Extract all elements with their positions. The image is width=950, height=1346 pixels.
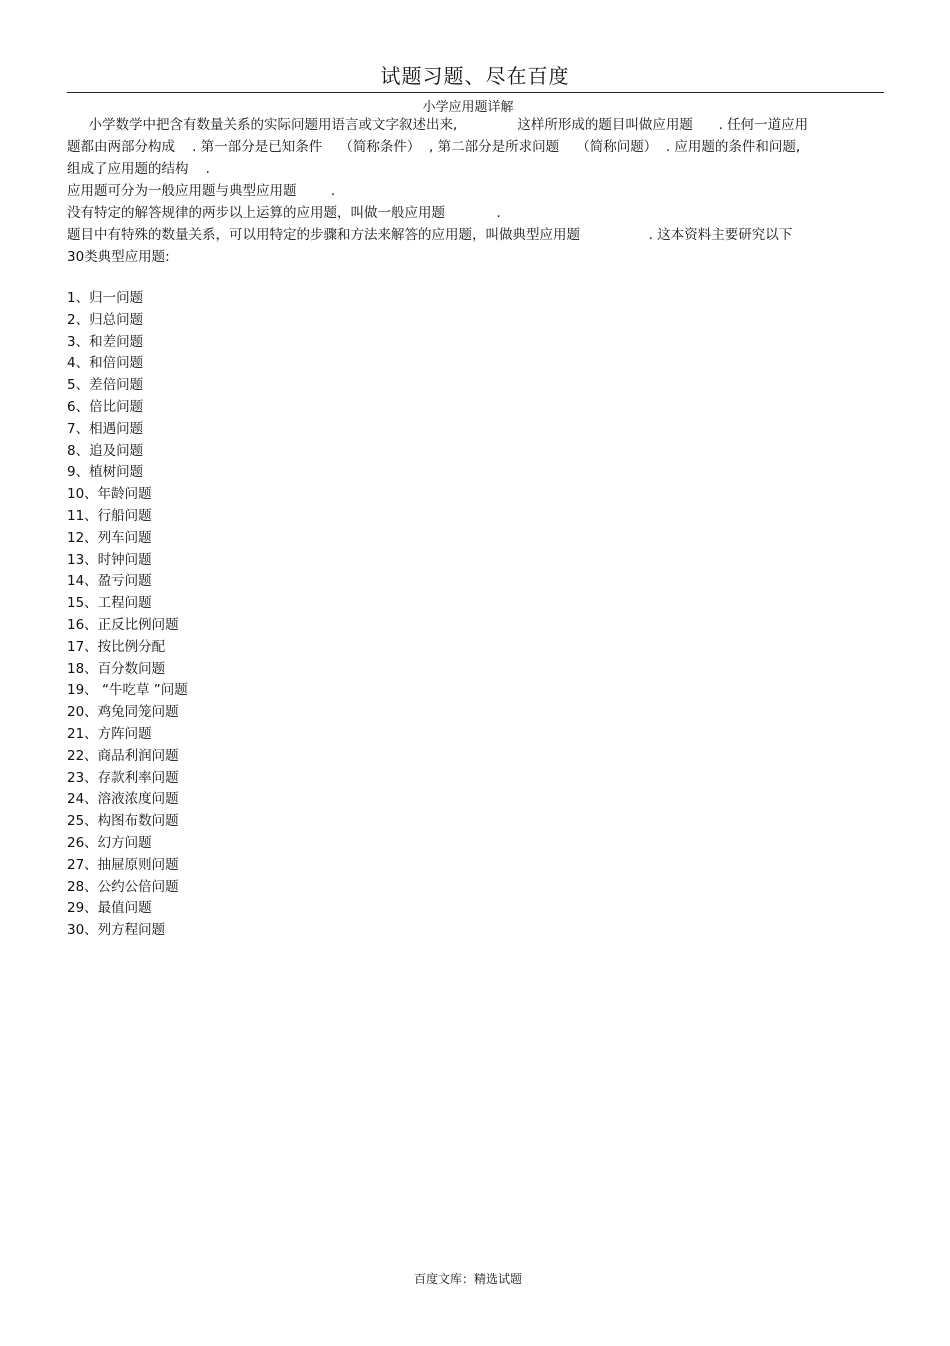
list-item: 11、行船问题 xyxy=(67,507,152,524)
list-item: 8、追及问题 xyxy=(67,442,144,459)
list-item: 22、商品利润问题 xyxy=(67,747,179,764)
list-item: 25、构图布数问题 xyxy=(67,813,179,830)
list-item: 13、时钟问题 xyxy=(67,551,152,568)
paragraph-line: 应用题可分为一般应用题与典型应用题 . xyxy=(67,183,336,199)
list-item: 27、抽屉原则问题 xyxy=(67,856,179,873)
list-item: 23、存款利率问题 xyxy=(67,769,179,786)
list-item: 17、按比例分配 xyxy=(67,638,166,655)
paragraph-line: 30类典型应用题: xyxy=(67,249,170,265)
list-item: 18、百分数问题 xyxy=(67,660,166,677)
list-item: 15、工程问题 xyxy=(67,595,152,612)
header-divider xyxy=(67,92,884,93)
paragraph-line: 题目中有特殊的数量关系，可以用特定的步骤和方法来解答的应用题，叫做典型应用题 . 这本资料主要研究以下 xyxy=(67,227,793,243)
list-item: 12、列车问题 xyxy=(67,529,152,546)
list-item: 24、溶液浓度问题 xyxy=(67,791,179,808)
document-subtitle: 小学应用题详解 xyxy=(422,100,514,115)
list-item: 20、鸡兔同笼问题 xyxy=(67,704,179,721)
list-item: 30、列方程问题 xyxy=(67,922,166,939)
page-footer: 百度文库：精选试题 xyxy=(413,1272,522,1286)
list-item: 9、植树问题 xyxy=(67,464,144,481)
paragraph-line: 没有特定的解答规律的两步以上运算的应用题，叫做一般应用题 . xyxy=(67,205,501,221)
problem-type-list xyxy=(67,288,188,942)
list-item: 21、方阵问题 xyxy=(67,725,152,742)
list-item: 10、年龄问题 xyxy=(67,486,152,503)
paragraph-line: 小学数学中把含有数量关系的实际问题用语言或文字叙述出来, 这样所形成的题目叫做应用题 . 任何一道应用 xyxy=(67,117,809,133)
list-item: 1、归一问题 xyxy=(67,290,144,306)
list-item: 28、公约公倍问题 xyxy=(67,878,179,895)
list-item: 7、相遇问题 xyxy=(67,420,144,437)
list-item: 4、和倍问题 xyxy=(67,355,144,372)
page-title: 试题习题、尽在百度 xyxy=(380,64,570,88)
list-item: 19、 “牛吃草 ”问题 xyxy=(67,682,188,699)
list-item: 6、倍比问题 xyxy=(67,398,144,415)
list-item: 26、幻方问题 xyxy=(67,834,152,851)
list-item: 5、差倍问题 xyxy=(67,377,144,394)
list-item: 2、归总问题 xyxy=(67,311,144,328)
list-item: 16、正反比例问题 xyxy=(67,616,179,633)
list-item: 14、盈亏问题 xyxy=(67,573,152,590)
list-item: 29、最值问题 xyxy=(67,900,152,917)
paragraph-line: 题都由两部分构成 . 第一部分是已知条件 （简称条件） , 第二部分是所求问题 （简称问题） . 应用题的条件和问题, xyxy=(67,139,801,155)
list-item: 3、和差问题 xyxy=(67,333,144,350)
paragraph-line: 组成了应用题的结构 . xyxy=(67,161,210,177)
